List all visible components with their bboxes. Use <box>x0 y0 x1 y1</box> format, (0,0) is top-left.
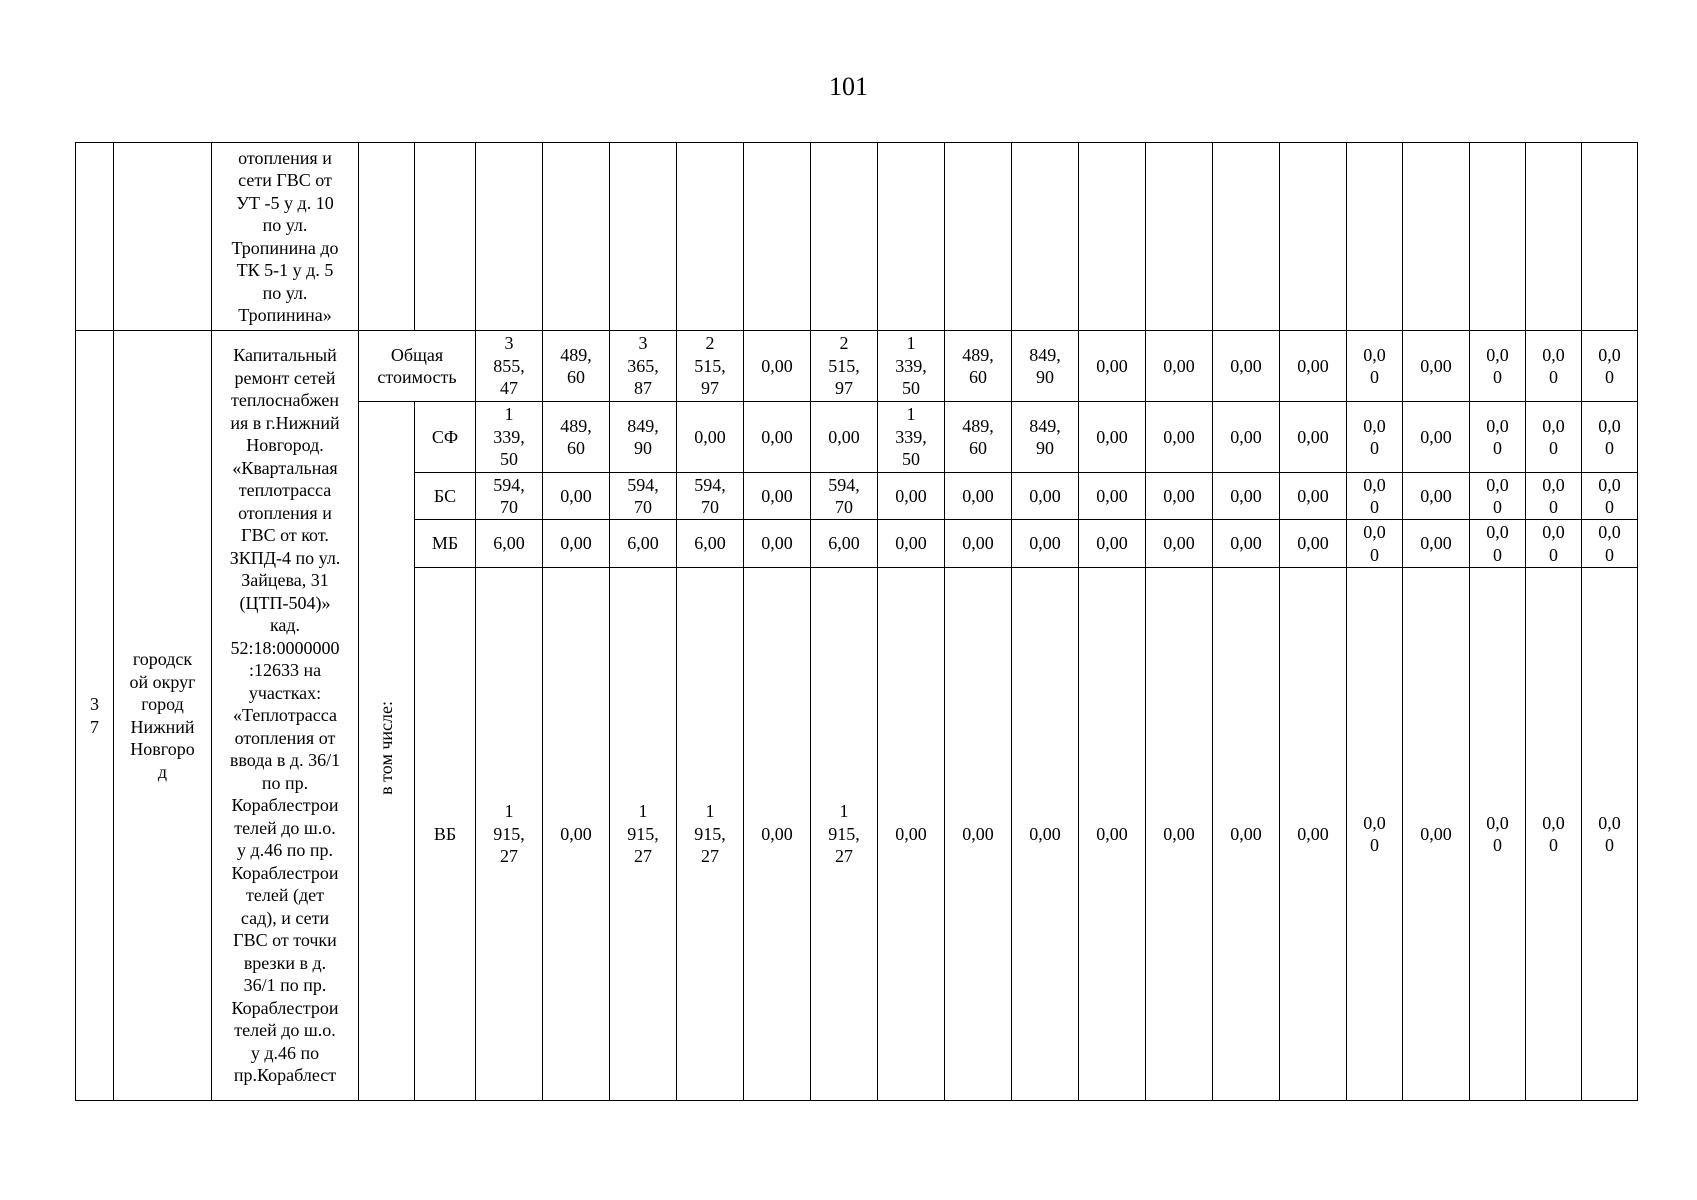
source-label: ВБ <box>415 568 476 1101</box>
mb-value-cell: 0,00 <box>1079 520 1146 568</box>
funding-table <box>75 142 1638 1101</box>
value-cell-empty <box>476 143 543 331</box>
table-body <box>76 143 1638 1101</box>
sf-value-cell: 0,00 <box>677 402 744 473</box>
bs-value-cell: 0,0 0 <box>1347 473 1403 520</box>
mb-value-cell: 0,0 0 <box>1582 520 1638 568</box>
total-value-cell: 0,00 <box>1280 331 1347 402</box>
source-label: СФ <box>415 402 476 473</box>
bs-value-cell: 0,00 <box>1403 473 1470 520</box>
sf-value-cell: 0,00 <box>811 402 878 473</box>
mb-value-cell: 0,00 <box>1146 520 1213 568</box>
sf-value-cell: 0,00 <box>1146 402 1213 473</box>
label-cell-empty <box>359 143 415 331</box>
vb-value-cell: 0,00 <box>1012 568 1079 1101</box>
bs-value-cell: 0,0 0 <box>1470 473 1526 520</box>
total-value-cell: 2 515, 97 <box>677 331 744 402</box>
vb-value-cell: 0,00 <box>1280 568 1347 1101</box>
value-cell-empty <box>1347 143 1403 331</box>
including-label-cell <box>359 402 415 1101</box>
value-cell-empty <box>1280 143 1347 331</box>
sf-value-cell: 1 339, 50 <box>476 402 543 473</box>
vb-value-cell: 0,00 <box>1213 568 1280 1101</box>
total-value-cell: 489, 60 <box>945 331 1012 402</box>
total-value-cell: 849, 90 <box>1012 331 1079 402</box>
bs-value-cell: 594, 70 <box>811 473 878 520</box>
total-value-cell: 0,0 0 <box>1470 331 1526 402</box>
table-row-total <box>76 331 1638 402</box>
sf-value-cell: 849, 90 <box>1012 402 1079 473</box>
value-cell-empty <box>1012 143 1079 331</box>
total-value-cell: 0,00 <box>1146 331 1213 402</box>
value-cell-empty <box>677 143 744 331</box>
value-cell-empty <box>1079 143 1146 331</box>
bs-value-cell: 0,00 <box>1280 473 1347 520</box>
total-value-cell: 0,00 <box>1403 331 1470 402</box>
total-value-cell: 0,0 0 <box>1347 331 1403 402</box>
mb-value-cell: 0,00 <box>878 520 945 568</box>
mb-value-cell: 0,00 <box>1012 520 1079 568</box>
value-cell-empty <box>1403 143 1470 331</box>
sf-value-cell: 489, 60 <box>543 402 610 473</box>
vb-value-cell: 0,00 <box>744 568 811 1101</box>
sf-value-cell: 0,00 <box>1079 402 1146 473</box>
sf-value-cell: 0,00 <box>744 402 811 473</box>
sf-value-cell: 0,00 <box>1213 402 1280 473</box>
bs-value-cell: 0,00 <box>1079 473 1146 520</box>
sf-value-cell: 0,0 0 <box>1582 402 1638 473</box>
value-cell-empty <box>945 143 1012 331</box>
total-value-cell: 489, 60 <box>543 331 610 402</box>
total-value-cell: 3 855, 47 <box>476 331 543 402</box>
mb-value-cell: 6,00 <box>610 520 677 568</box>
vb-value-cell: 0,00 <box>543 568 610 1101</box>
vb-value-cell: 1 915, 27 <box>610 568 677 1101</box>
bs-value-cell: 0,00 <box>878 473 945 520</box>
value-cell-empty <box>1582 143 1638 331</box>
table-row-carryover <box>76 143 1638 331</box>
vb-value-cell: 0,0 0 <box>1526 568 1582 1101</box>
total-value-cell: 3 365, 87 <box>610 331 677 402</box>
mb-value-cell: 0,0 0 <box>1526 520 1582 568</box>
source-label: БС <box>415 473 476 520</box>
sf-value-cell: 0,0 0 <box>1526 402 1582 473</box>
total-value-cell: 0,00 <box>1213 331 1280 402</box>
total-value-cell: 0,00 <box>744 331 811 402</box>
total-value-cell: 2 515, 97 <box>811 331 878 402</box>
mb-value-cell: 0,00 <box>1403 520 1470 568</box>
value-cell-empty <box>610 143 677 331</box>
sf-value-cell: 489, 60 <box>945 402 1012 473</box>
value-cell-empty <box>744 143 811 331</box>
mb-value-cell: 0,00 <box>1280 520 1347 568</box>
vb-value-cell: 0,0 0 <box>1582 568 1638 1101</box>
number-cell-empty <box>76 143 114 331</box>
municipality-cell-empty <box>114 143 212 331</box>
value-cell-empty <box>811 143 878 331</box>
sf-value-cell: 849, 90 <box>610 402 677 473</box>
vb-value-cell: 0,0 0 <box>1470 568 1526 1101</box>
sf-value-cell: 0,0 0 <box>1470 402 1526 473</box>
value-cell-empty <box>1213 143 1280 331</box>
mb-value-cell: 0,00 <box>1213 520 1280 568</box>
value-cell-empty <box>543 143 610 331</box>
page-number: 101 <box>829 72 868 101</box>
vb-value-cell: 0,00 <box>1079 568 1146 1101</box>
bs-value-cell: 0,00 <box>945 473 1012 520</box>
bs-value-cell: 0,00 <box>1146 473 1213 520</box>
bs-value-cell: 0,0 0 <box>1582 473 1638 520</box>
total-value-cell: 0,0 0 <box>1582 331 1638 402</box>
bs-value-cell: 0,00 <box>1012 473 1079 520</box>
mb-value-cell: 0,0 0 <box>1347 520 1403 568</box>
vb-value-cell: 1 915, 27 <box>476 568 543 1101</box>
total-cost-label: Общая стоимость <box>359 331 476 402</box>
vb-value-cell: 1 915, 27 <box>811 568 878 1101</box>
vb-value-cell: 0,00 <box>878 568 945 1101</box>
carryover-description: отопления и сети ГВС от УТ -5 у д. 10 по ул. Тропинина до ТК 5-1 у д. 5 по ул. Тропинина» <box>212 143 359 331</box>
value-cell-empty <box>1146 143 1213 331</box>
including-label: в том числе: <box>376 701 397 796</box>
bs-value-cell: 594, 70 <box>677 473 744 520</box>
vb-value-cell: 0,00 <box>1146 568 1213 1101</box>
vb-value-cell: 1 915, 27 <box>677 568 744 1101</box>
mb-value-cell: 0,00 <box>945 520 1012 568</box>
bs-value-cell: 0,0 0 <box>1526 473 1582 520</box>
value-cell-empty <box>1526 143 1582 331</box>
bs-value-cell: 0,00 <box>1213 473 1280 520</box>
mb-value-cell: 6,00 <box>476 520 543 568</box>
mb-value-cell: 0,00 <box>543 520 610 568</box>
value-cell-empty <box>878 143 945 331</box>
label-cell-empty <box>415 143 476 331</box>
entry-municipality: городск ой округ город Нижний Новгоро д <box>114 331 212 1101</box>
sf-value-cell: 0,00 <box>1280 402 1347 473</box>
total-value-cell: 1 339, 50 <box>878 331 945 402</box>
total-value-cell: 0,00 <box>1079 331 1146 402</box>
bs-value-cell: 594, 70 <box>476 473 543 520</box>
entry-description: Капитальный ремонт сетей теплоснабжен ия в г.Нижний Новгород. «Квартальная теплотрасса отопления и ГВС от кот. ЗКПД-4 по ул. Зайцева, 31 (ЦТП-504)» кад. 52:18:0000000 :12633 на участках: «Теплотрасса отопления от ввода в д. 36/1 по пр. Кораблестрои телей до ш.о. у д.46 по пр. Кораблестрои телей (дет сад), и сети ГВС от точки врезки в д. 36/1 по пр. Кораблестрои телей до ш.о. у д.46 по пр.Кораблест <box>212 331 359 1101</box>
mb-value-cell: 0,00 <box>744 520 811 568</box>
bs-value-cell: 0,00 <box>744 473 811 520</box>
entry-number: 3 7 <box>76 331 114 1101</box>
sf-value-cell: 1 339, 50 <box>878 402 945 473</box>
sf-value-cell: 0,00 <box>1403 402 1470 473</box>
total-value-cell: 0,0 0 <box>1526 331 1582 402</box>
mb-value-cell: 0,0 0 <box>1470 520 1526 568</box>
mb-value-cell: 6,00 <box>677 520 744 568</box>
vb-value-cell: 0,00 <box>945 568 1012 1101</box>
bs-value-cell: 0,00 <box>543 473 610 520</box>
value-cell-empty <box>1470 143 1526 331</box>
vb-value-cell: 0,0 0 <box>1347 568 1403 1101</box>
vb-value-cell: 0,00 <box>1403 568 1470 1101</box>
source-label: МБ <box>415 520 476 568</box>
sf-value-cell: 0,0 0 <box>1347 402 1403 473</box>
mb-value-cell: 6,00 <box>811 520 878 568</box>
bs-value-cell: 594, 70 <box>610 473 677 520</box>
